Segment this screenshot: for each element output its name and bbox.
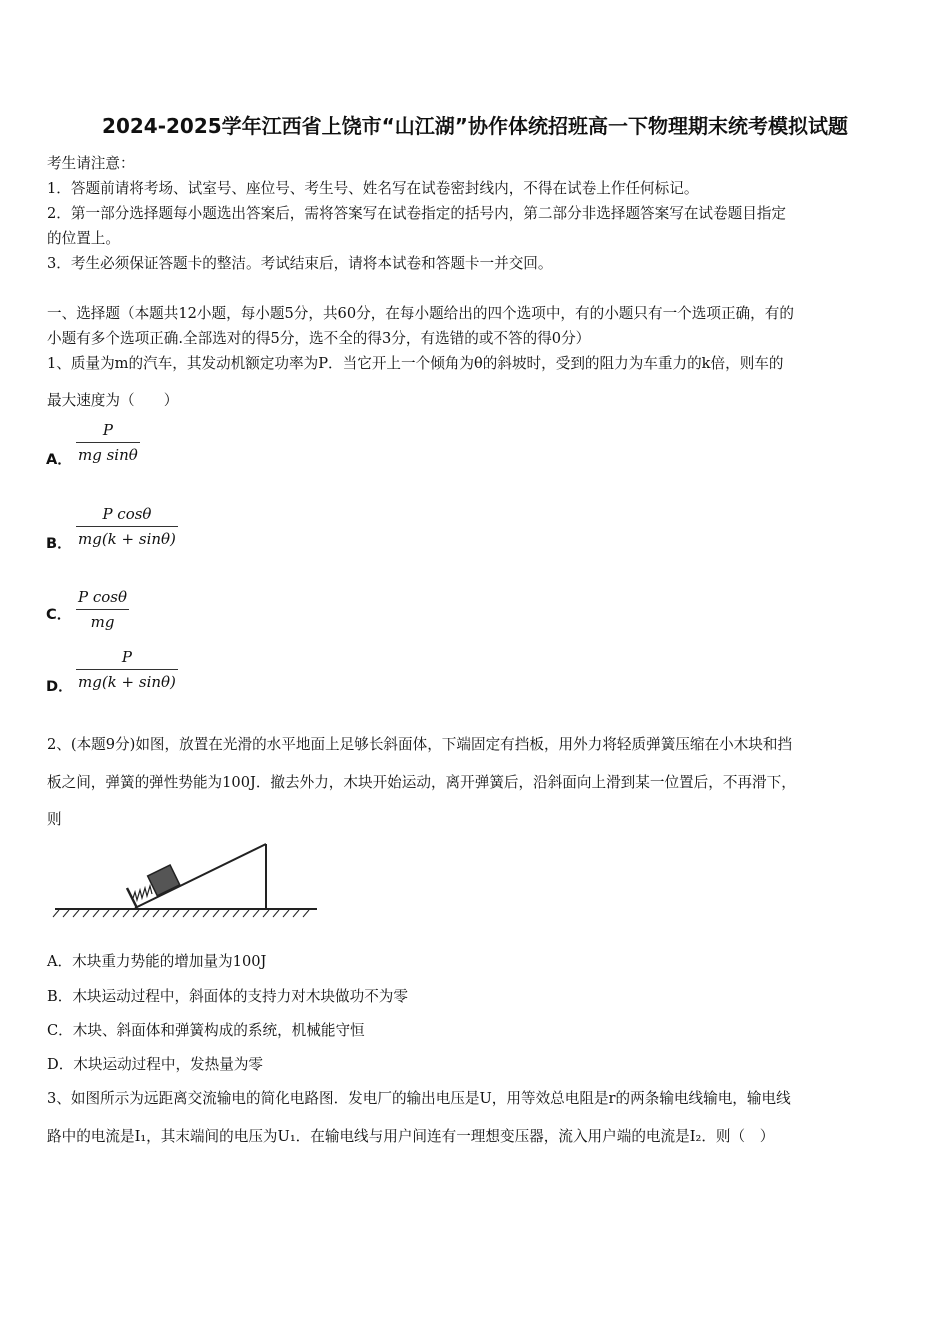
q2-option-b: B．木块运动过程中，斜面体的支持力对木块做功不为零 [47,988,408,1005]
q2-option-d: D．木块运动过程中，发热量为零 [47,1056,264,1073]
notice-item-2: 2．第一部分选择题每小题选出答案后，需将答案写在试卷指定的括号内，第二部分非选择题答案写在试卷题目指定 [47,205,786,222]
q1-option-c-formula [76,588,129,631]
q3-stem-cont: 路中的电流是I₁，其末端间的电压为U₁．在输电线与用户间连有一理想变压器，流入用户端的电流是I₂．则（ ） [47,1128,775,1145]
q1-option-d-formula [76,648,178,691]
q2-stem-cont-1: 板之间，弹簧的弹性势能为100J．撤去外力，木块开始运动，离开弹簧后，沿斜面向上滑到某一位置后，不再滑下， [47,774,796,791]
page-title: 2024-2025学年江西省上饶市“山江湖”协作体统招班高一下物理期末统考模拟试题 [102,114,848,138]
q2-stem-cont-2: 则 [47,811,62,828]
q1-option-b-letter: B． [46,535,72,552]
q1-option-d-denominator: mg(k + sinθ) [76,669,178,691]
notice-item-2-cont: 的位置上。 [47,230,120,247]
q1-option-d-letter: D． [46,678,73,695]
q1-stem-cont: 最大速度为（ ） [47,392,179,409]
q1-option-c-letter: C． [46,606,72,623]
q1-stem: 1、质量为m的汽车，其发动机额定功率为P．当它开上一个倾角为θ的斜坡时，受到的阻力为车重力的k倍，则车的 [47,355,784,372]
q1-option-a-denominator: mg sinθ [76,442,140,464]
q2-option-a: A．木块重力势能的增加量为100J [47,953,267,970]
q3-stem: 3、如图所示为远距离交流输电的简化电路图．发电厂的输出电压是U，用等效总电阻是r的两条输电线输电，输电线 [47,1090,791,1107]
section-instructions-cont: 小题有多个选项正确.全部选对的得5分，选不全的得3分，有选错的或不答的得0分） [47,330,591,347]
q1-option-b-formula [76,505,178,548]
notice-item-1: 1．答题前请将考场、试室号、座位号、考生号、姓名写在试卷密封线内，不得在试卷上作任何标记。 [47,180,699,197]
q1-option-b-denominator: mg(k + sinθ) [76,526,178,548]
q1-option-a-letter: A． [46,451,72,468]
notice-heading: 考生请注意： [47,155,135,172]
q1-option-a-numerator: P [102,421,113,439]
q2-stem: 2、(本题9分)如图，放置在光滑的水平地面上足够长斜面体，下端固定有挡板，用外力将轻质弹簧压缩在小木块和挡 [47,736,793,753]
section-instructions: 一、选择题（本题共12小题，每小题5分，共60分，在每小题给出的四个选项中，有的小题只有一个选项正确，有的 [47,305,794,322]
q1-option-c-numerator: P cosθ [78,588,128,606]
incline-spring-block-figure [45,838,325,920]
q2-option-c: C．木块、斜面体和弹簧构成的系统，机械能守恒 [47,1022,365,1039]
q1-option-a-formula [76,421,140,464]
q1-option-d-numerator: P [121,648,132,666]
q1-option-b-numerator: P cosθ [102,505,152,523]
q1-option-c-denominator: mg [76,609,129,631]
notice-item-3: 3．考生必须保证答题卡的整洁。考试结束后，请将本试卷和答题卡一并交回。 [47,255,553,272]
